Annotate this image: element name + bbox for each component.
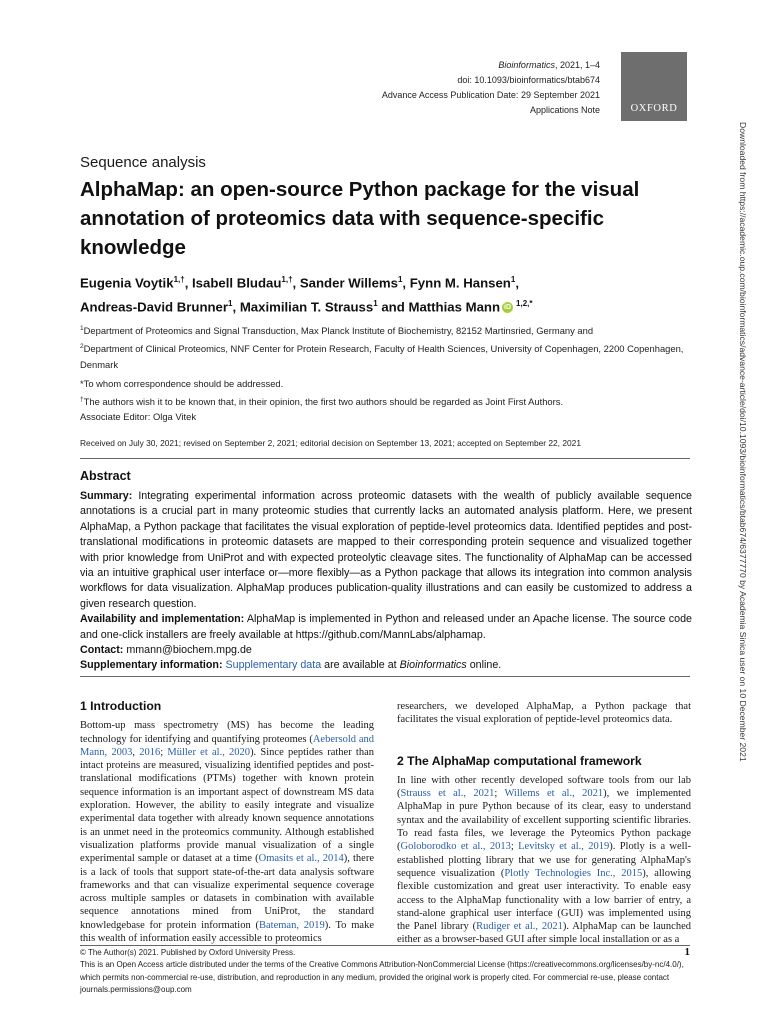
advance-access-date: Advance Access Publication Date: 29 September 2021 (381, 90, 600, 100)
abstract (80, 489, 692, 674)
joint-first-text: The authors wish it to be known that, in their opinion, the first two authors should be regarded as Joint First Authors. (83, 395, 564, 407)
body-text: ; (510, 841, 519, 853)
body-text: ; (160, 746, 168, 758)
left-column (80, 700, 374, 945)
affiliation-text: Department of Proteomics and Signal Transduction, Max Planck Institute of Biochemistry, 82152 Martinsried, Germany and (83, 325, 594, 337)
body-text: ). Plotly is a well-established plotting library that we use for generating AlphaMap's sequence visualization ( (397, 841, 691, 879)
associate-editor: Associate Editor: Olga Vitek (80, 411, 197, 423)
body-text: ). Since peptides rather than intact proteins are measured, visualizing identified peptides and post-translational modifications (PTMs) together with known protein sequence information is an important aspect of downstream MS data exploration. However, the ability to easily integrate and visualize experimental data together with already known sequence annotations is an unmet need in the proteomics community. Although established visualization platforms provide manual visualization of a single experimental sample or dataset at a time ( (80, 746, 374, 865)
summary-label: Summary: (80, 490, 133, 502)
supp-journal: Bioinformatics (399, 659, 467, 672)
body-text: ), there is a lack of tools that support state-of-the-art data analysis software frameworks and that can visualize experimental sequence coverage across multiple samples or datasets in combination with available sequence annotations mined from UniProt, the standard knowledgebase for protein information ( (80, 853, 374, 931)
body-text: ; (494, 788, 505, 800)
journal-year-pages: , 2021, 1–4 (554, 60, 600, 70)
affiliation-2 (80, 339, 692, 373)
author-name[interactable]: Andreas-David Brunner (80, 299, 229, 315)
body-text: ). AlphaMap can be launched either as a browser-based GUI after simple local installation or as a (397, 921, 691, 946)
corresponding-star: * (529, 299, 533, 309)
supp-end: online. (469, 659, 502, 672)
abstract-contact (80, 643, 692, 658)
abstract-heading: Abstract (80, 469, 131, 483)
orcid-icon[interactable]: iD (504, 303, 512, 311)
contact-label: Contact: (80, 644, 124, 657)
author-name[interactable]: Eugenia Voytik (80, 275, 174, 291)
author-list: Eugenia Voytik$^{1,\dagger}$, Isabell Bludau$^{1,\dagger}$, Sander Willems$^1$, Fynn M. Hansen$^1$, Andreas-David Brunner$^1$, Maximilian T. Strauss$^1$ and Matthias Mann iD $^{1,2,*}$ (80, 275, 533, 315)
correspondence-note: *To whom correspondence should be addressed. (80, 378, 284, 389)
citation-link[interactable]: Strauss et al., 2021 (400, 788, 495, 800)
doi: doi: 10.1093/bioinformatics/btab674 (457, 75, 600, 85)
abstract-summary (80, 489, 692, 612)
journal-meta (382, 58, 600, 118)
author-affil-sup: 1 (397, 275, 403, 284)
citation-link[interactable]: Plotly Technologies Inc., 2015 (504, 867, 643, 879)
download-notice: Downloaded from https://academic.oup.com/bioinformatics/advance-article/doi/10.1093/bioinformatics/btab674/6377770 by Academia Sinica user on 10 December 2021 (738, 122, 748, 762)
footer-divider (80, 945, 690, 946)
journal-citation (382, 58, 600, 73)
citation-link[interactable]: Bateman, 2019 (259, 919, 325, 931)
citation-link[interactable]: Omasits et al., 2014 (258, 853, 344, 865)
supp-label: Supplementary information: (80, 659, 223, 672)
citation-link[interactable]: Levitsky et al., 2019 (518, 841, 610, 853)
author-affil-sup: 1,† (281, 275, 293, 284)
author-and: and (381, 299, 405, 315)
right-column (397, 700, 691, 947)
author-name[interactable]: Maximilian T. Strauss (239, 299, 374, 315)
availability-text: AlphaMap is implemented in Python and released under an Apache license. The source code and one-click installers are freely available at https://github.com/MannLabs/alphamap. (80, 613, 692, 641)
author-name[interactable]: Isabell Bludau (192, 275, 282, 291)
author-affil-number: 1,2, (516, 299, 530, 309)
contact-email[interactable]: mmann@biochem.mpg.de (126, 644, 252, 657)
license-text: This is an Open Access article distributed under the terms of the Creative Commons Attribution-NonCommercial License (https://creativecommons.org/licenses/by-nc/4.0/), which permits non-commercial re-use, distribution, and reproduction in any medium, provided the original work is properly cited. For commercial re-use, please contact journals.permissions@oup.com (80, 960, 684, 995)
page-number: 1 (684, 946, 690, 958)
divider (80, 458, 690, 459)
copyright: © The Author(s) 2021. Published by Oxford University Press. (80, 948, 296, 957)
citation-link[interactable]: 2016 (139, 746, 161, 758)
supplementary-data-link[interactable]: Supplementary data (225, 659, 322, 672)
affiliation-1 (80, 321, 692, 339)
body-text: Bottom-up mass spectrometry (MS) has become the leading technology for identifying and quantifying proteomes ( (80, 720, 374, 745)
joint-first-note (80, 392, 692, 410)
intro-paragraph (80, 719, 374, 945)
body-text: ). To make this wealth of information easily accessible to proteomics (80, 919, 374, 945)
affiliation-sup: 1 (80, 325, 84, 332)
framework-heading: 2 The AlphaMap computational framework (397, 753, 642, 768)
body-text: , (132, 746, 140, 758)
author-affil-sup: 1 (373, 299, 378, 309)
paper-title: AlphaMap: an open-source Python package for the visual annotation of proteomics data with sequence-specific knowledge (80, 178, 640, 259)
body-text: In line with other recently developed software tools from our lab ( (397, 774, 691, 800)
supp-text: are available at (324, 659, 397, 672)
footer (80, 947, 692, 997)
intro-heading: 1 Introduction (80, 699, 162, 713)
received-dates: Received on July 30, 2021; revised on September 2, 2021; editorial decision on September 13, 2021; accepted on September 22, 2021 (80, 438, 581, 448)
section-label: Sequence analysis (80, 154, 206, 171)
citation-link[interactable]: Aebersold and Mann, 2003 (80, 733, 374, 758)
abstract-availability (80, 612, 692, 643)
citation-link[interactable]: Rudiger et al., 2021 (476, 921, 563, 933)
summary-text: Integrating experimental information across proteomic datasets with the wealth of publicly available sequence annotations is a crucial part in many proteomic studies that currently lacks an automated analysis platform. Here, we present AlphaMap, a Python package that facilitates the visual exploration of peptide-level proteomics data. Identified peptides and post-translational modifications in proteomic datasets are mapped to their corresponding protein sequence and visualized together with prior knowledge from UniProt and with expected proteolytic cleavage sites. The functionality of AlphaMap can be accessed via an intuitive graphical user interface or—more flexibly—as a Python package that allows its integration into common analysis workflows for data visualization. AlphaMap produces publication-quality illustrations and can easily be customized to address a given research question. (80, 490, 692, 610)
author-notes (80, 376, 692, 425)
dagger-sup: † (80, 395, 84, 403)
abstract-supplementary (80, 658, 692, 673)
journal-name: Bioinformatics (498, 60, 555, 70)
author-affil-sup: 1 (510, 275, 516, 284)
affiliation-text: Department of Clinical Proteomics, NNF Center for Protein Research, Faculty of Health Sciences, University of Copenhagen, 2200 Copenhagen, Denmark (80, 343, 684, 371)
body-text: ), allowing flexible customization and great user interactivity. To enable easy access to the AlphaMap functionality with a low barrier of entry, a stand-alone graphical user interface (GUI) was implemented using the Panel library ( (397, 867, 691, 933)
availability-label: Availability and implementation: (80, 613, 245, 626)
author-name[interactable]: Sander Willems (299, 275, 398, 291)
citation-link[interactable]: Willems et al., 2021 (504, 788, 604, 800)
framework-paragraph (397, 774, 691, 947)
article-type: Applications Note (529, 105, 600, 115)
oxford-logo (621, 52, 687, 121)
affiliation-sup: 2 (80, 343, 84, 351)
author-affil-sup: 1 (228, 299, 233, 309)
author-name[interactable]: Fynn M. Hansen (409, 275, 511, 291)
body-text: ), we implemented AlphaMap in pure Python because of its clear, easy to understand syntax and the availability of excellent supporting scientific libraries. To read fasta files, we leverage the Pyteomics Python package ( (397, 788, 692, 853)
divider (80, 676, 690, 677)
author-name[interactable]: Matthias Mann (408, 299, 501, 315)
affiliations (80, 321, 692, 373)
author-affil-sup (516, 299, 532, 308)
oxford-logo-text: OXFORD (630, 103, 678, 114)
intro-continuation: researchers, we developed AlphaMap, a Python package that facilitates the visual exploration of peptide-level proteomics data. (397, 701, 691, 726)
citation-link[interactable]: Müller et al., 2020 (167, 746, 251, 758)
citation-link[interactable]: Goloborodko et al., 2013 (400, 841, 511, 853)
author-affil-sup: 1,† (173, 275, 185, 284)
